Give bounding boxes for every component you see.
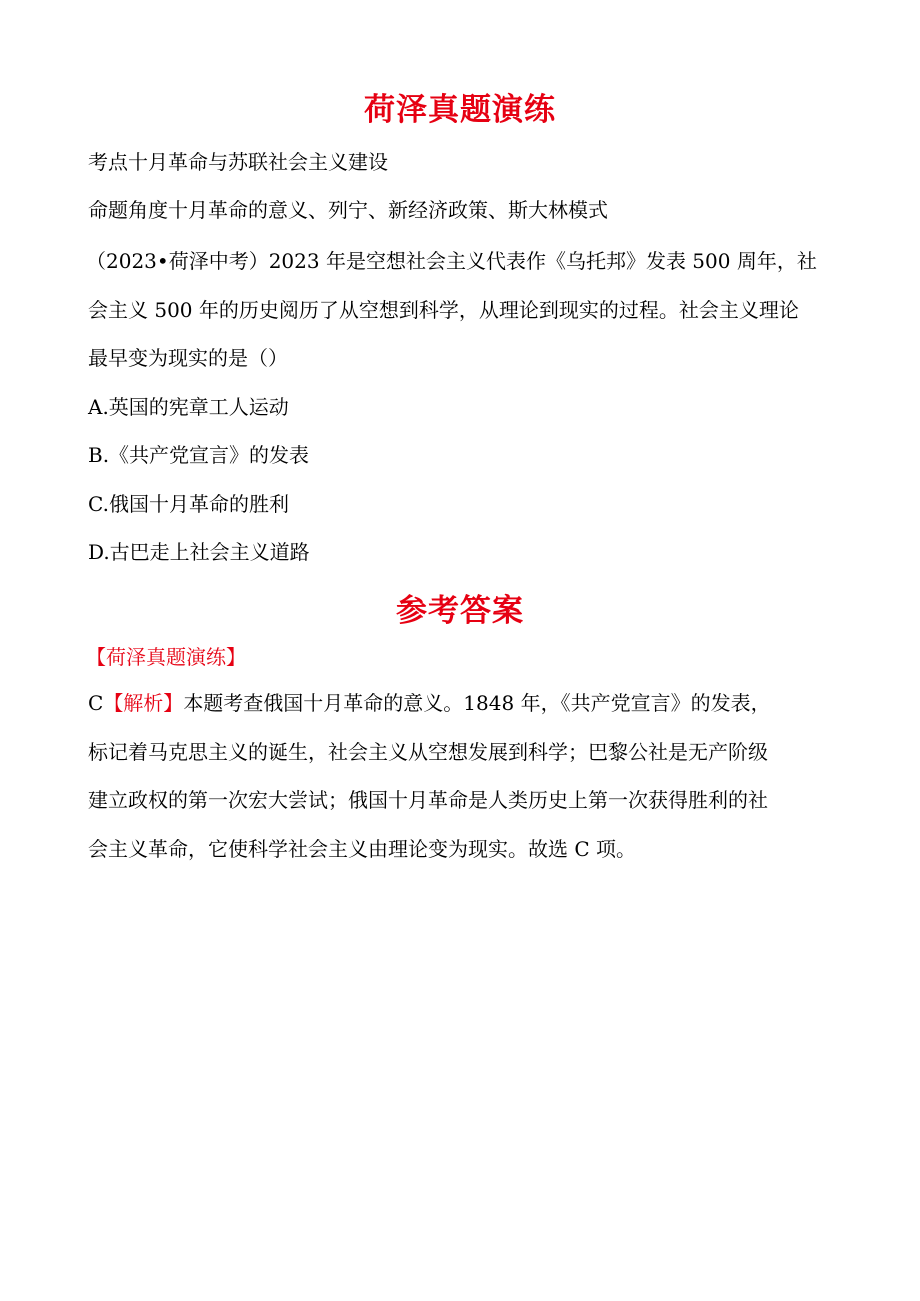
question-angle: 命题角度十月革命的意义、列宁、新经济政策、斯大林模式 — [88, 198, 608, 222]
answer-title: 参考答案 — [396, 593, 524, 629]
analysis-line: 会主义革命，它使科学社会主义由理论变为现实。故选 C 项。 — [88, 837, 637, 861]
question-line: 会主义 500 年的历史阅历了从空想到科学，从理论到现实的过程。社会主义理论 — [88, 298, 799, 322]
analysis-line: 建立政权的第一次宏大尝试；俄国十月革命是人类历史上第一次获得胜利的社 — [88, 788, 768, 812]
analysis-label: 【解析】 — [103, 691, 184, 715]
answer-choice: C — [88, 691, 104, 715]
question-line: （2023•荷泽中考）2023 年是空想社会主义代表作《乌托邦》发表 500 周年，社 — [86, 249, 817, 273]
option-a: A.英国的宪章工人运动 — [88, 395, 289, 419]
question-line: 最早变为现实的是（） — [88, 346, 288, 370]
answer-first-line — [88, 689, 848, 717]
option-b: B.《共产党宣言》的发表 — [88, 443, 310, 467]
option-d: D.古巴走上社会主义道路 — [88, 540, 310, 564]
option-c: C.俄国十月革命的胜利 — [88, 492, 289, 516]
analysis-text: 本题考查俄国十月革命的意义。1848 年，《共产党宣言》的发表， — [183, 691, 771, 715]
exam-point: 考点十月革命与苏联社会主义建设 — [88, 150, 388, 174]
answer-section-label: 【荷泽真题演练】 — [86, 645, 246, 669]
analysis-line: 标记着马克思主义的诞生，社会主义从空想发展到科学；巴黎公社是无产阶级 — [88, 740, 768, 764]
section-title: 荷泽真题演练 — [364, 92, 556, 128]
